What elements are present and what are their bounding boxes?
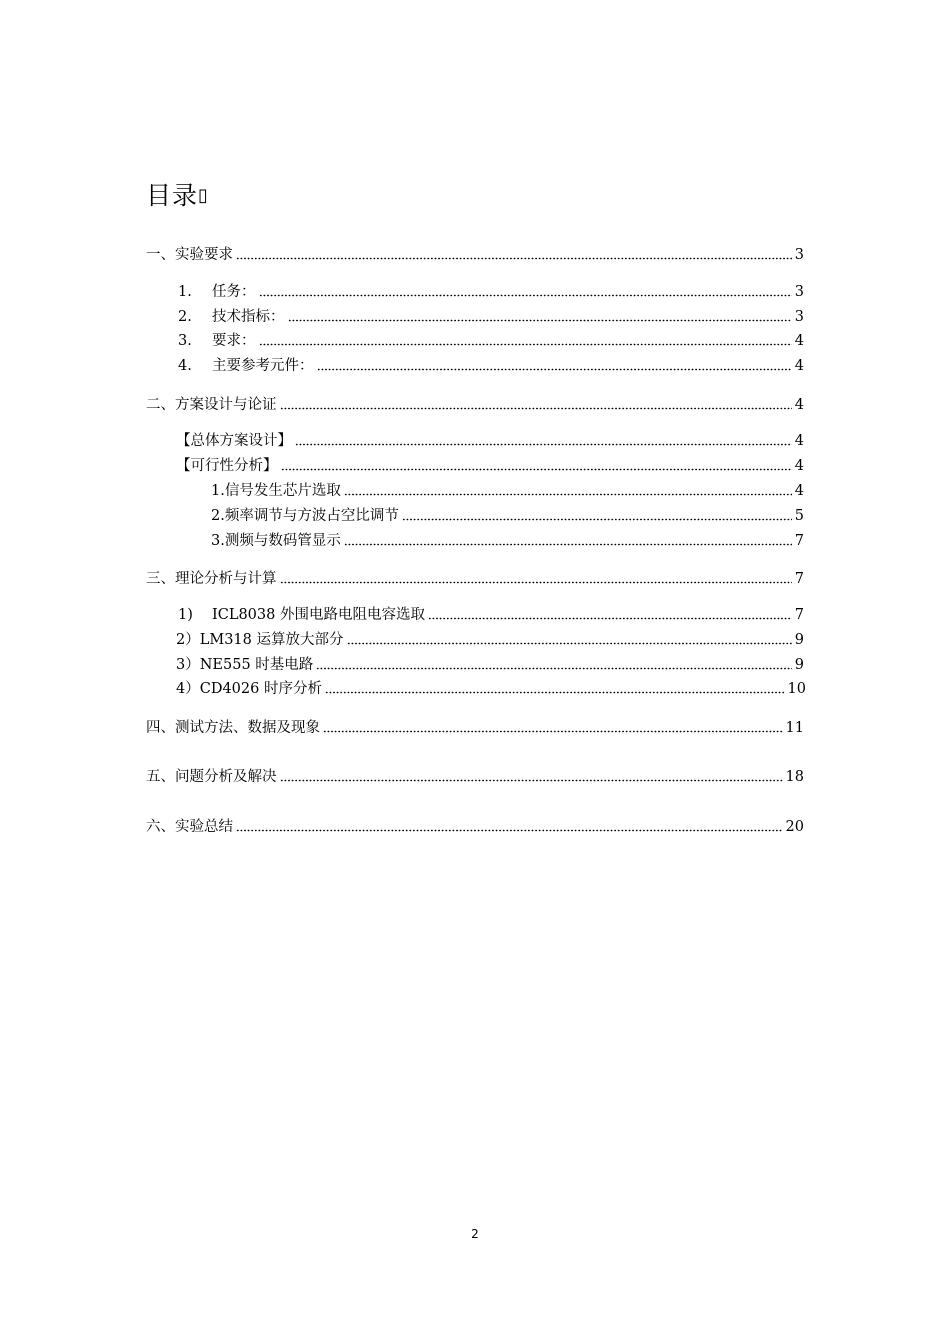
dot-leader <box>317 368 792 371</box>
toc-entry-page: 3 <box>794 247 804 263</box>
toc-entry-label: 【可行性分析】 <box>176 458 278 474</box>
toc-entry-page: 11 <box>785 720 804 736</box>
toc-entry-level1[interactable] <box>146 765 804 787</box>
toc-entry-level2[interactable] <box>176 429 804 451</box>
dot-leader <box>428 617 792 620</box>
toc-entry-page: 18 <box>785 769 804 785</box>
toc-entry-level1[interactable] <box>146 243 804 265</box>
toc-entry-label: 六、实验总结 <box>146 819 233 835</box>
toc-entry-level3[interactable] <box>211 529 804 551</box>
toc-entry-page: 10 <box>787 681 806 697</box>
toc-entry-label: 任务： <box>212 284 256 300</box>
toc-entry-page: 4 <box>794 358 804 374</box>
toc-entry-label: 【总体方案设计】 <box>176 433 292 449</box>
toc-entry-label: 一、实验要求 <box>146 247 233 263</box>
toc-entry-page: 4 <box>794 397 804 413</box>
toc-entry-page: 20 <box>785 819 804 835</box>
toc-entry-label: 五、问题分析及解决 <box>146 769 277 785</box>
toc-entry-label: 3）NE555 时基电路 <box>176 657 314 673</box>
toc-entry-page: 7 <box>794 533 804 549</box>
missing-glyph-box: ▯ <box>198 185 209 206</box>
toc-entry-label: 技术指标： <box>212 309 285 325</box>
toc-entry-number: 1. <box>178 284 192 300</box>
page-number: 2 <box>471 1227 479 1241</box>
dot-leader <box>281 468 792 471</box>
toc-entry-level2[interactable] <box>176 628 804 650</box>
toc-entry-label: 2）LM318 运算放大部分 <box>176 632 344 648</box>
dot-leader <box>402 518 792 521</box>
toc-entry-label: 3.测频与数码管显示 <box>211 533 341 549</box>
toc-entry-number: 4. <box>178 358 192 374</box>
toc-entry-label: 4）CD4026 时序分析 <box>176 681 322 697</box>
toc-entry-page: 4 <box>794 483 804 499</box>
toc-entry-page: 7 <box>794 607 804 623</box>
toc-entry-label: 要求： <box>212 333 256 349</box>
toc-entry-page: 4 <box>794 433 804 449</box>
toc-entry-level1[interactable] <box>146 567 804 589</box>
toc-entry-level2[interactable] <box>178 354 804 376</box>
toc-entry-level2[interactable] <box>178 305 804 327</box>
toc-entry-label: 2.频率调节与方波占空比调节 <box>211 508 399 524</box>
toc-entry-page: 4 <box>794 333 804 349</box>
toc-entry-page: 9 <box>794 632 804 648</box>
toc-entry-label: 三、理论分析与计算 <box>146 571 277 587</box>
toc-entry-number: 2. <box>178 309 192 325</box>
toc-entry-page: 5 <box>794 508 804 524</box>
toc-entry-label: 主要参考元件： <box>212 358 314 374</box>
dot-leader <box>280 407 792 410</box>
toc-entry-page: 4 <box>794 458 804 474</box>
dot-leader <box>288 319 792 322</box>
toc-entry-level3[interactable] <box>211 504 804 526</box>
toc-entry-page: 3 <box>794 284 804 300</box>
dot-leader <box>236 829 783 832</box>
dot-leader <box>259 294 792 297</box>
dot-leader <box>344 493 792 496</box>
toc-entry-level2[interactable] <box>178 280 804 302</box>
toc-entry-level2[interactable] <box>178 603 804 625</box>
dot-leader <box>259 343 792 346</box>
toc-entry-label: 二、方案设计与论证 <box>146 397 277 413</box>
toc-entry-level2[interactable] <box>178 329 804 351</box>
toc-entry-level2[interactable] <box>176 454 804 476</box>
toc-entry-level2[interactable] <box>176 653 804 675</box>
dot-leader <box>325 691 785 694</box>
toc-entry-page: 7 <box>794 571 804 587</box>
dot-leader <box>323 730 783 733</box>
toc-heading-text: 目录 <box>146 181 199 210</box>
dot-leader <box>236 257 792 260</box>
toc-entry-level1[interactable] <box>146 716 804 738</box>
dot-leader <box>347 642 792 645</box>
dot-leader <box>280 779 783 782</box>
toc-entry-number: 3. <box>178 333 192 349</box>
dot-leader <box>280 581 792 584</box>
toc-entry-level1[interactable] <box>146 393 804 415</box>
toc-entry-page: 3 <box>794 309 804 325</box>
toc-entry-number: 1) <box>178 607 193 623</box>
toc-entry-page: 9 <box>794 657 804 673</box>
dot-leader <box>316 667 791 670</box>
dot-leader <box>344 543 792 546</box>
dot-leader <box>295 443 792 446</box>
toc-entry-label: 四、测试方法、数据及现象 <box>146 720 320 736</box>
toc-entry-label: ICL8038 外围电路电阻电容选取 <box>212 607 425 623</box>
toc-entry-label: 1.信号发生芯片选取 <box>211 483 341 499</box>
toc-entry-level1[interactable] <box>146 815 804 837</box>
toc-entry-level2[interactable] <box>176 677 806 699</box>
toc-entry-level3[interactable] <box>211 479 804 501</box>
